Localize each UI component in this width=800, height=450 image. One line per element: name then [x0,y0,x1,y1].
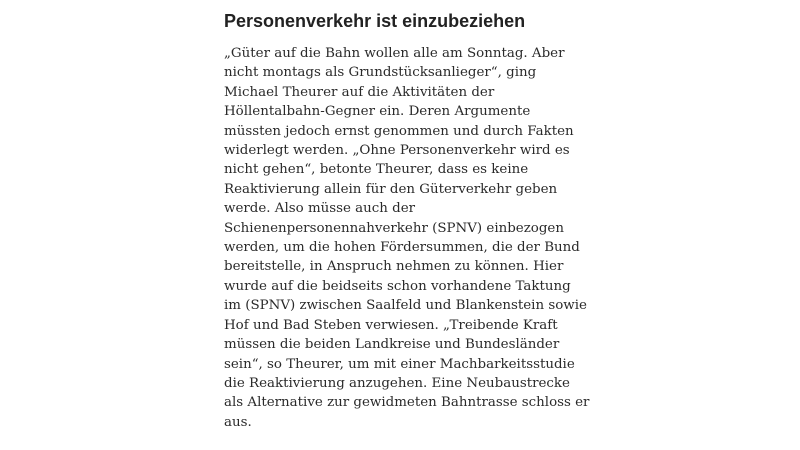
paragraph-line: bereitstelle, in Anspruch nehmen zu können. Hier [224,259,564,275]
paragraph-line: wurde auf die beidseits schon vorhandene Taktung [224,278,571,294]
paragraph-line: aus. [224,414,252,430]
paragraph-line: Reaktivierung allein für den Güterverkehr geben [224,181,558,197]
paragraph-line: Michael Theurer auf die Aktivitäten der [224,84,495,100]
paragraph-line: Hof und Bad Steben verwiesen. „Treibende Kraft [224,317,558,333]
article-heading: Personenverkehr ist einzubeziehen [224,11,526,31]
article-paragraph [224,44,590,432]
article [224,8,590,432]
paragraph-line: nicht gehen“, betonte Theurer, dass es keine [224,162,529,178]
paragraph-line: als Alternative zur gewidmeten Bahntrasse schloss er [224,395,590,411]
paragraph-line: widerlegt werden. „Ohne Personenverkehr wird es [224,143,570,159]
paragraph-line: nicht montags als Grundstücksanlieger“, ging [224,65,537,81]
paragraph-line: Höllentalbahn-Gegner ein. Deren Argumente [224,104,531,120]
paragraph-line: müssen die beiden Landkreise und Bundesländer [224,337,560,353]
paragraph-line: werden, um die hohen Fördersummen, die der Bund [224,240,580,256]
paragraph-line: die Reaktivierung anzugehen. Eine Neubaustrecke [224,375,570,391]
paragraph-line: Schienenpersonennahverkehr (SPNV) einbezogen [224,220,564,236]
paragraph-line: „Güter auf die Bahn wollen alle am Sonntag. Aber [224,46,565,61]
paragraph-line: werde. Also müsse auch der [224,201,416,217]
paragraph-line: sein“, so Theurer, um mit einer Machbarkeitsstudie [224,356,575,372]
paragraph-line: im (SPNV) zwischen Saalfeld und Blankenstein sowie [224,298,587,314]
paragraph-line: müssten jedoch ernst genommen und durch Fakten [224,123,574,139]
